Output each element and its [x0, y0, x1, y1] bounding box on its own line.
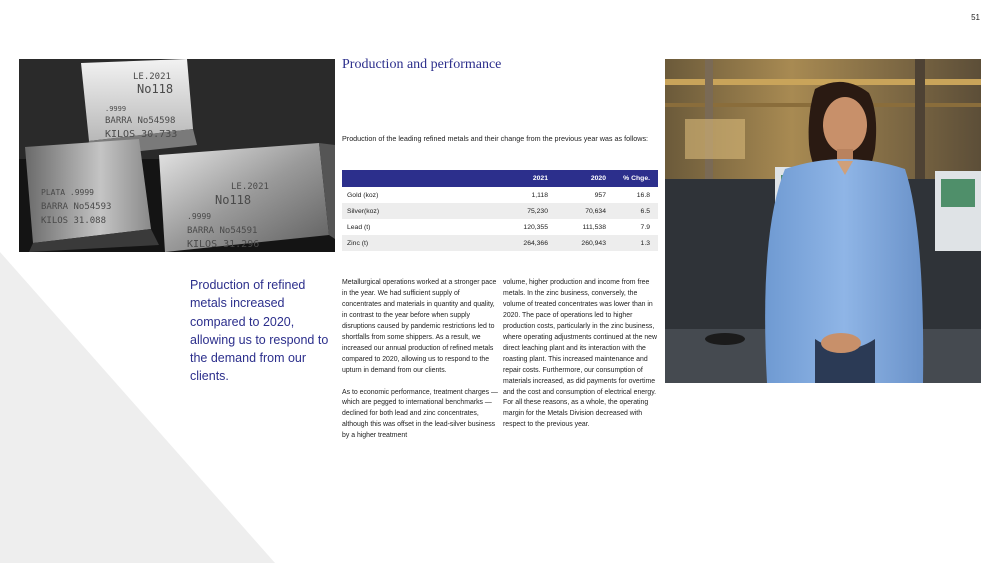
table-cell: 120,355	[523, 223, 548, 231]
silver-bar-stamp: LE.2021	[231, 182, 269, 192]
table-cell: 264,366	[523, 239, 548, 247]
silver-bar-stamp: .9999	[105, 105, 127, 113]
production-table	[342, 170, 658, 251]
body-paragraph: volume, higher production and income from free metals. In the zinc business, conversely, the volume of treated concentrates was lower than in 2020. The pace of operations led to higher production costs, particularly in the zinc business, where operating adjustments continued at the new direct leaching plant and its interaction with the roasting plant. This increased maintenance and repair costs. Furthermore, our consumption of materials increased, as did payments for overtime and the cost and consumption of electrical energy. For all these reasons, as a whole, the operating margin for the Metals Division decreased with respect to the previous year.	[503, 279, 657, 429]
silver-bar-stamp: BARRA No54593	[41, 202, 112, 212]
table-row	[342, 187, 658, 203]
table-header-cell: 2020	[590, 175, 606, 182]
page-number: 51	[971, 13, 980, 22]
table-cell: 260,943	[581, 239, 606, 247]
worker-photo	[665, 59, 981, 383]
section-title: Production and performance	[342, 57, 502, 72]
table-cell: 111,538	[582, 223, 606, 231]
table-cell: Gold (koz)	[347, 191, 379, 199]
table-cell: 6.5	[640, 207, 650, 215]
silver-bar-stamp: No118	[215, 193, 252, 207]
body-paragraph: Metallurgical operations worked at a stronger pace in the year. We had sufficient supply of concentrates and materials in quantity and quality, in contrast to the year before when supply disruptions caused by pandemic restrictions led to shortfalls from some shippers. As a result, we increased our annual production of refined metals compared to 2020, allowing us to respond to the upturn in demand from our clients.	[342, 279, 497, 374]
silver-bar-stamp: LE.2021	[133, 72, 171, 82]
table-row	[342, 203, 658, 219]
table-cell: 75,230	[527, 207, 548, 215]
body-column-2	[503, 278, 659, 431]
table-cell: 7.9	[640, 223, 650, 231]
table-cell: 1,118	[531, 191, 548, 199]
silver-bar-stamp: KILOS 31.088	[41, 216, 107, 226]
silver-bar-stamp: PLATA .9999	[41, 188, 94, 197]
table-header-cell: % Chge.	[623, 175, 650, 182]
table-row	[342, 219, 658, 235]
table-row	[342, 235, 658, 251]
silver-bar-stamp: .9999	[187, 212, 212, 221]
body-column-1	[342, 278, 498, 442]
table-cell: 1.3	[640, 239, 650, 247]
table-cell: Silver(koz)	[347, 207, 380, 215]
silver-bar-stamp: BARRA No54598	[105, 116, 176, 126]
table-cell: Zinc (t)	[347, 239, 369, 247]
table-cell: 957	[594, 191, 606, 199]
table-header-cell: 2021	[532, 175, 548, 182]
table-cell: 70,634	[585, 207, 606, 215]
table-cell: Lead (t)	[347, 223, 371, 231]
silver-bar-stamp: No118	[137, 82, 174, 96]
silver-bar-stamp: KILOS 31.296	[187, 239, 260, 250]
table-cell: 16.8	[636, 191, 650, 199]
silver-bar-stamp: BARRA No54591	[187, 226, 258, 236]
silver-bars-photo	[19, 59, 335, 252]
silver-bar-stamp: KILOS 30.733	[105, 129, 178, 140]
table-header	[342, 170, 658, 187]
body-paragraph: As to economic performance, treatment charges —which are pegged to international benchmarks —declined for both lead and zinc concentrates, although this was offset in the lead-silver business by a higher treatment	[342, 388, 498, 440]
table-intro: Production of the leading refined metals and their change from the previous year was as follows:	[342, 134, 649, 143]
pull-quote: Production of refined metals increased compared to 2020, allowing us to respond to the demand from our clients.	[190, 278, 329, 384]
